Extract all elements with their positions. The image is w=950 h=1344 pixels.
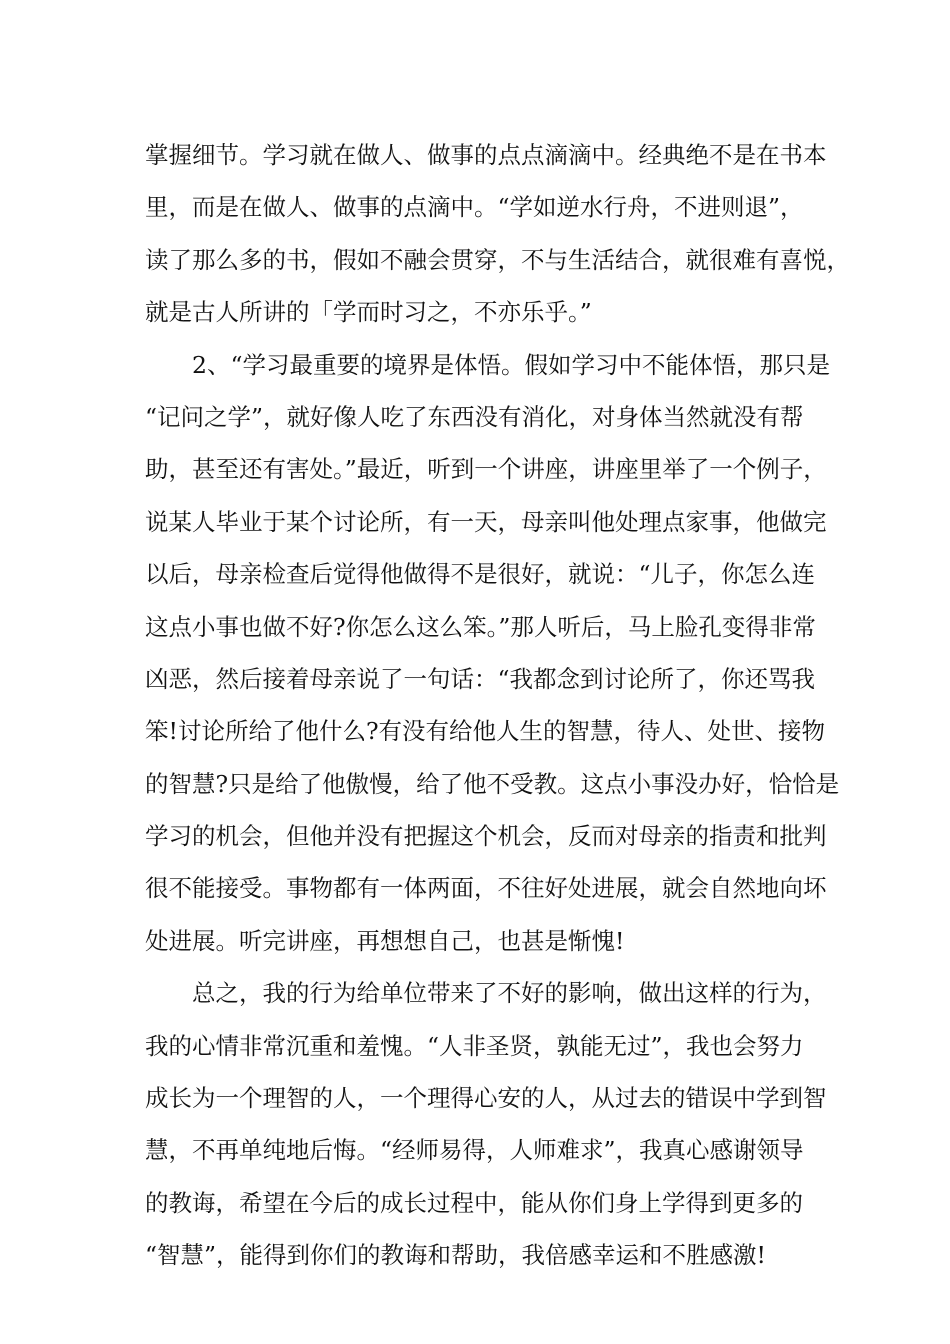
text-line: 处进展。听完讲座，再想想自己，也甚是惭愧! xyxy=(145,926,625,955)
text-line: 助，甚至还有害处。”最近，听到一个讲座，讲座里举了一个例子， xyxy=(145,455,827,484)
text-line: 读了那么多的书，假如不融会贯穿，不与生活结合，就很难有喜悦， xyxy=(145,245,850,274)
text-line: 以后，母亲检查后觉得他做得不是很好，就说：“儿子，你怎么连 xyxy=(145,560,816,589)
text-line: 里，而是在做人、做事的点滴中。“学如逆水行舟，不进则退”， xyxy=(145,193,804,222)
text-line: 这点小事也做不好?你怎么这么笨。”那人听后，马上脸孔变得非常 xyxy=(145,612,816,641)
text-line: 2、“学习最重要的境界是体悟。假如学习中不能体悟，那只是 xyxy=(145,350,830,379)
text-line: 说某人毕业于某个讨论所，有一天，母亲叫他处理点家事，他做完 xyxy=(145,507,827,536)
text-line: 我的心情非常沉重和羞愧。“人非圣贤，孰能无过”，我也会努力 xyxy=(145,1031,804,1060)
text-line: 的教诲，希望在今后的成长过程中，能从你们身上学得到更多的 xyxy=(145,1188,803,1217)
text-line: 凶恶，然后接着母亲说了一句话：“我都念到讨论所了，你还骂我 xyxy=(145,664,816,693)
text-line: 成长为一个理智的人，一个理得心安的人，从过去的错误中学到智 xyxy=(145,1084,827,1113)
text-line: 就是古人所讲的「学而时习之，不亦乐乎。” xyxy=(145,298,592,327)
body-text xyxy=(145,129,850,1282)
text-line: 总之，我的行为给单位带来了不好的影响，做出这样的行为， xyxy=(145,979,827,1008)
text-line: 笨!讨论所给了他什么?有没有给他人生的智慧，待人、处世、接物 xyxy=(145,717,826,746)
text-line: 学习的机会，但他并没有把握这个机会，反而对母亲的指责和批判 xyxy=(145,822,827,851)
text-line: “记问之学”，就好像人吃了东西没有消化，对身体当然就没有帮 xyxy=(145,402,804,431)
text-line: “智慧”，能得到你们的教诲和帮助，我倍感幸运和不胜感激! xyxy=(145,1241,766,1270)
text-line: 掌握细节。学习就在做人、做事的点点滴滴中。经典绝不是在书本 xyxy=(145,141,827,169)
text-line: 的智慧?只是给了他傲慢，给了他不受教。这点小事没办好，恰恰是 xyxy=(145,769,840,798)
text-line: 慧，不再单纯地后悔。“经师易得，人师难求”，我真心感谢领导 xyxy=(145,1136,804,1165)
text-line: 很不能接受。事物都有一体两面，不往好处进展，就会自然地向坏 xyxy=(145,874,827,903)
